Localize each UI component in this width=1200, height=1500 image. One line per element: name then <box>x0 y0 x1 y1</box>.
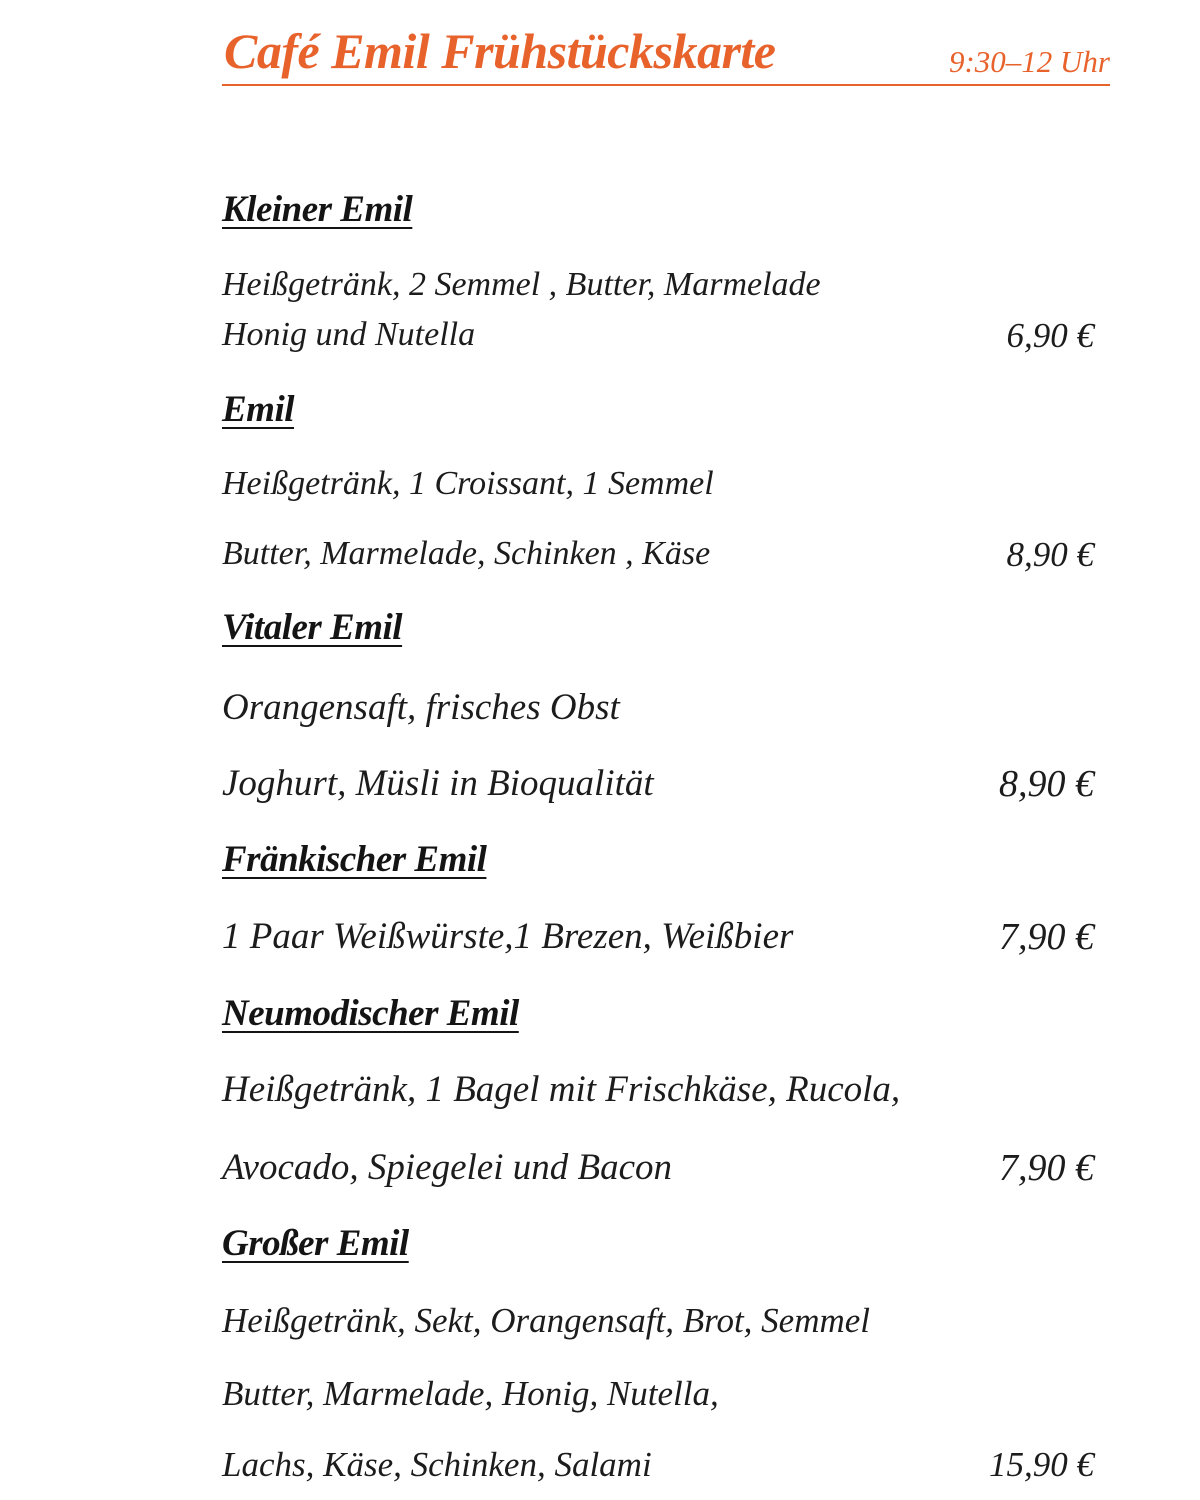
menu-title: Café Emil Frühstückskarte <box>224 23 776 79</box>
menu-item-desc-line: Heißgetränk, Sekt, Orangensaft, Brot, Semmel <box>222 1301 871 1340</box>
menu-item-desc-line: Avocado, Spiegelei und Bacon <box>222 1147 673 1188</box>
menu-item-desc-line: Heißgetränk, 1 Bagel mit Frischkäse, Rucola, <box>222 1069 901 1110</box>
menu-item-desc-line: Lachs, Käse, Schinken, Salami <box>222 1445 652 1484</box>
menu-item-title-fraenkischer-emil: Fränkischer Emil <box>222 839 487 880</box>
menu-item-desc-line: Joghurt, Müsli in Bioqualität <box>222 763 654 804</box>
menu-item-desc-line: Butter, Marmelade, Honig, Nutella, <box>222 1374 719 1413</box>
menu-item-title-vitaler-emil: Vitaler Emil <box>222 607 403 648</box>
menu-item-desc-line: 1 Paar Weißwürste,1 Brezen, Weißbier <box>222 916 794 957</box>
menu-item-title-emil: Emil <box>222 389 295 430</box>
menu-item-price: 6,90 € <box>1006 316 1094 355</box>
menu-item-desc-line: Orangensaft, frisches Obst <box>222 687 620 728</box>
menu-item-desc-line: Honig und Nutella <box>222 316 476 353</box>
menu-item-price: 7,90 € <box>999 1147 1094 1189</box>
menu-item-price: 8,90 € <box>999 763 1094 805</box>
menu-item-title-neumodischer-emil: Neumodischer Emil <box>222 993 519 1034</box>
menu-item-desc-line: Heißgetränk, 1 Croissant, 1 Semmel <box>222 465 714 502</box>
menu-item-title-grosser-emil: Großer Emil <box>222 1223 409 1264</box>
opening-hours: 9:30–12 Uhr <box>948 44 1110 79</box>
menu-item-price: 8,90 € <box>1006 535 1094 574</box>
menu-item-price: 15,90 € <box>989 1445 1094 1484</box>
menu-item-desc-line: Heißgetränk, 2 Semmel , Butter, Marmelade <box>222 266 821 303</box>
menu-item-desc-line: Butter, Marmelade, Schinken , Käse <box>222 535 711 572</box>
menu-item-title-kleiner-emil: Kleiner Emil <box>222 189 413 230</box>
menu-header <box>222 18 1110 86</box>
menu-item-price: 7,90 € <box>999 916 1094 958</box>
